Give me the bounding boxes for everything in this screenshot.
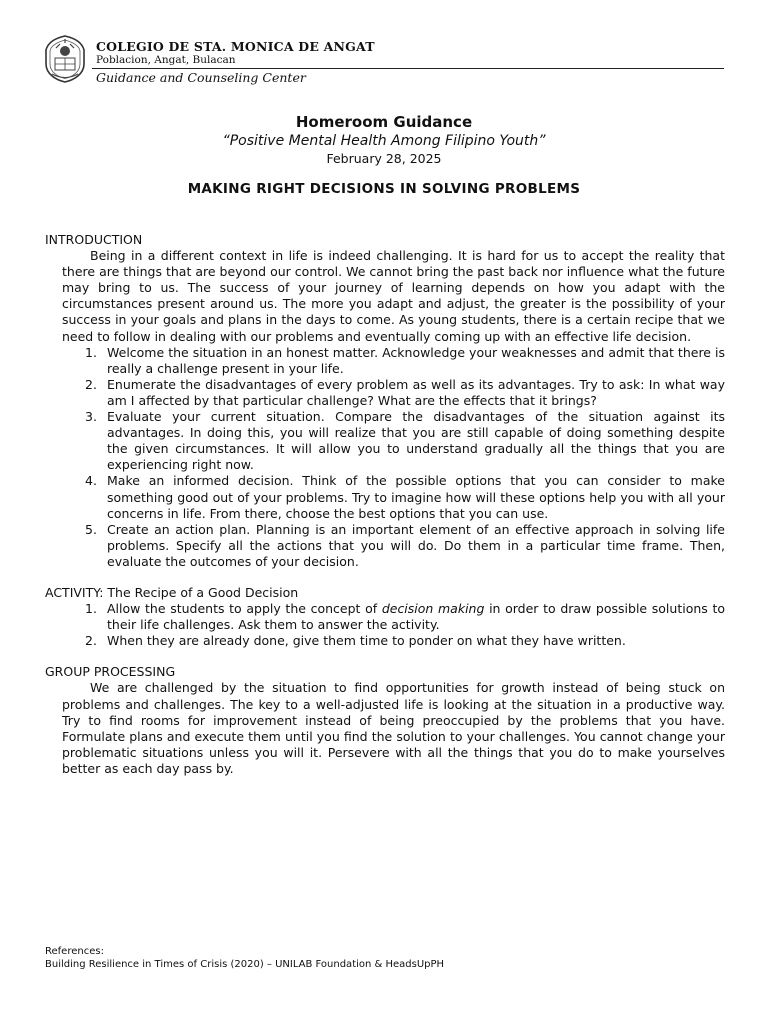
theme-subtitle: “Positive Mental Health Among Filipino Youth” — [222, 133, 546, 149]
title-block — [0, 112, 768, 168]
list-text-before: Allow the students to apply the concept of — [107, 601, 382, 617]
document-date: February 28, 2025 — [326, 151, 442, 166]
main-heading: MAKING RIGHT DECISIONS IN SOLVING PROBLEMS — [187, 181, 581, 197]
program-title: Homeroom Guidance — [295, 113, 473, 131]
school-name: COLEGIO DE STA. MONICA DE ANGAT — [96, 39, 375, 54]
list-item — [85, 473, 725, 521]
list-item — [85, 633, 725, 649]
list-text: Enumerate the disadvantages of every problem as well as its advantages. Try to ask: In what way am I affected by that particular challenge? What are the effects that it brings? — [107, 376, 725, 408]
list-text: Create an action plan. Planning is an important element of an effective approach in solving life problems. Specify all the actions that you will do. Do them in a particular time frame. Then, evaluate the outcomes of your decision. — [107, 521, 725, 569]
list-text: Welcome the situation in an honest matter. Acknowledge your weaknesses and admit that there is really a challenge present in your life. — [107, 344, 725, 376]
list-text-after: in order to draw possible solutions to their life challenges. Ask them to answer the activity. — [107, 601, 725, 633]
list-item — [85, 344, 725, 377]
list-item — [85, 521, 725, 570]
group-processing-paragraph: We are challenged by the situation to find opportunities for growth instead of being stuck on problems and challenges. The key to a well-adjusted life is looking at the situation in a productive way. Try to find rooms for improvement instead of being preoccupied by the problems that you have. Formulate plans and execute them until you find the solution to your challenges. You cannot change your problematic situations unless you will it. Persevere with all the things that you do to make yourselves better as each day pass by. — [62, 680, 725, 776]
list-item — [85, 601, 725, 633]
list-number: 3. — [85, 409, 97, 425]
list-item — [85, 376, 725, 409]
section-spacer — [45, 649, 725, 664]
references-block — [45, 945, 444, 971]
school-seal-icon — [42, 34, 88, 84]
list-number: 2. — [85, 376, 97, 392]
activity-list — [45, 601, 725, 649]
section-spacer — [45, 570, 725, 585]
group-processing-label: GROUP PROCESSING — [45, 664, 176, 680]
header-divider — [92, 68, 724, 69]
list-number: 1. — [85, 601, 97, 617]
list-number: 4. — [85, 473, 97, 489]
list-text: When they are already done, give them time to ponder on what they have written. — [107, 633, 626, 649]
list-number: 2. — [85, 633, 97, 649]
list-number: 1. — [85, 344, 97, 360]
list-text: Make an informed decision. Think of the possible options that you can consider to make something good out of your problems. Try to imagine how will these options help you with all your concerns in life. From there, choose the best options that you can use. — [107, 473, 725, 521]
introduction-paragraph: Being in a different context in life is indeed challenging. It is hard for us to accept the reality that there are things that are beyond our control. We cannot bring the past back nor influence what the future may bring to us. The success of your journey of learning depends on how you adapt with the circumstances present around us. The more you adapt and adjust, the greater is the possibility of your success in your goals and plans in the days to come. As young students, there is a certain recipe that we need to follow in dealing with our problems and eventually coming up with an effective life decision. — [62, 248, 725, 344]
center-name: Guidance and Counseling Center — [96, 70, 306, 85]
decision-steps-list — [45, 345, 725, 570]
introduction-label: INTRODUCTION — [45, 232, 143, 247]
references-label: References: — [45, 946, 104, 957]
reference-entry: Building Resilience in Times of Crisis (2020) – UNILAB Foundation & HeadsUpPH — [45, 959, 445, 970]
list-item — [85, 409, 725, 473]
list-text: Evaluate your current situation. Compare the disadvantages of the situation against its advantages. In doing this, you will realize that you are still capable of doing something despite the given circumstances. It will allow you to understand gradually all the things that you are experiencing right now. — [107, 409, 725, 473]
activity-label: ACTIVITY: The Recipe of a Good Decision — [45, 584, 299, 600]
school-address: Poblacion, Angat, Bulacan — [96, 54, 236, 66]
document-body — [45, 232, 725, 777]
list-text-emphasis: decision making — [381, 601, 485, 617]
list-number: 5. — [85, 521, 97, 537]
